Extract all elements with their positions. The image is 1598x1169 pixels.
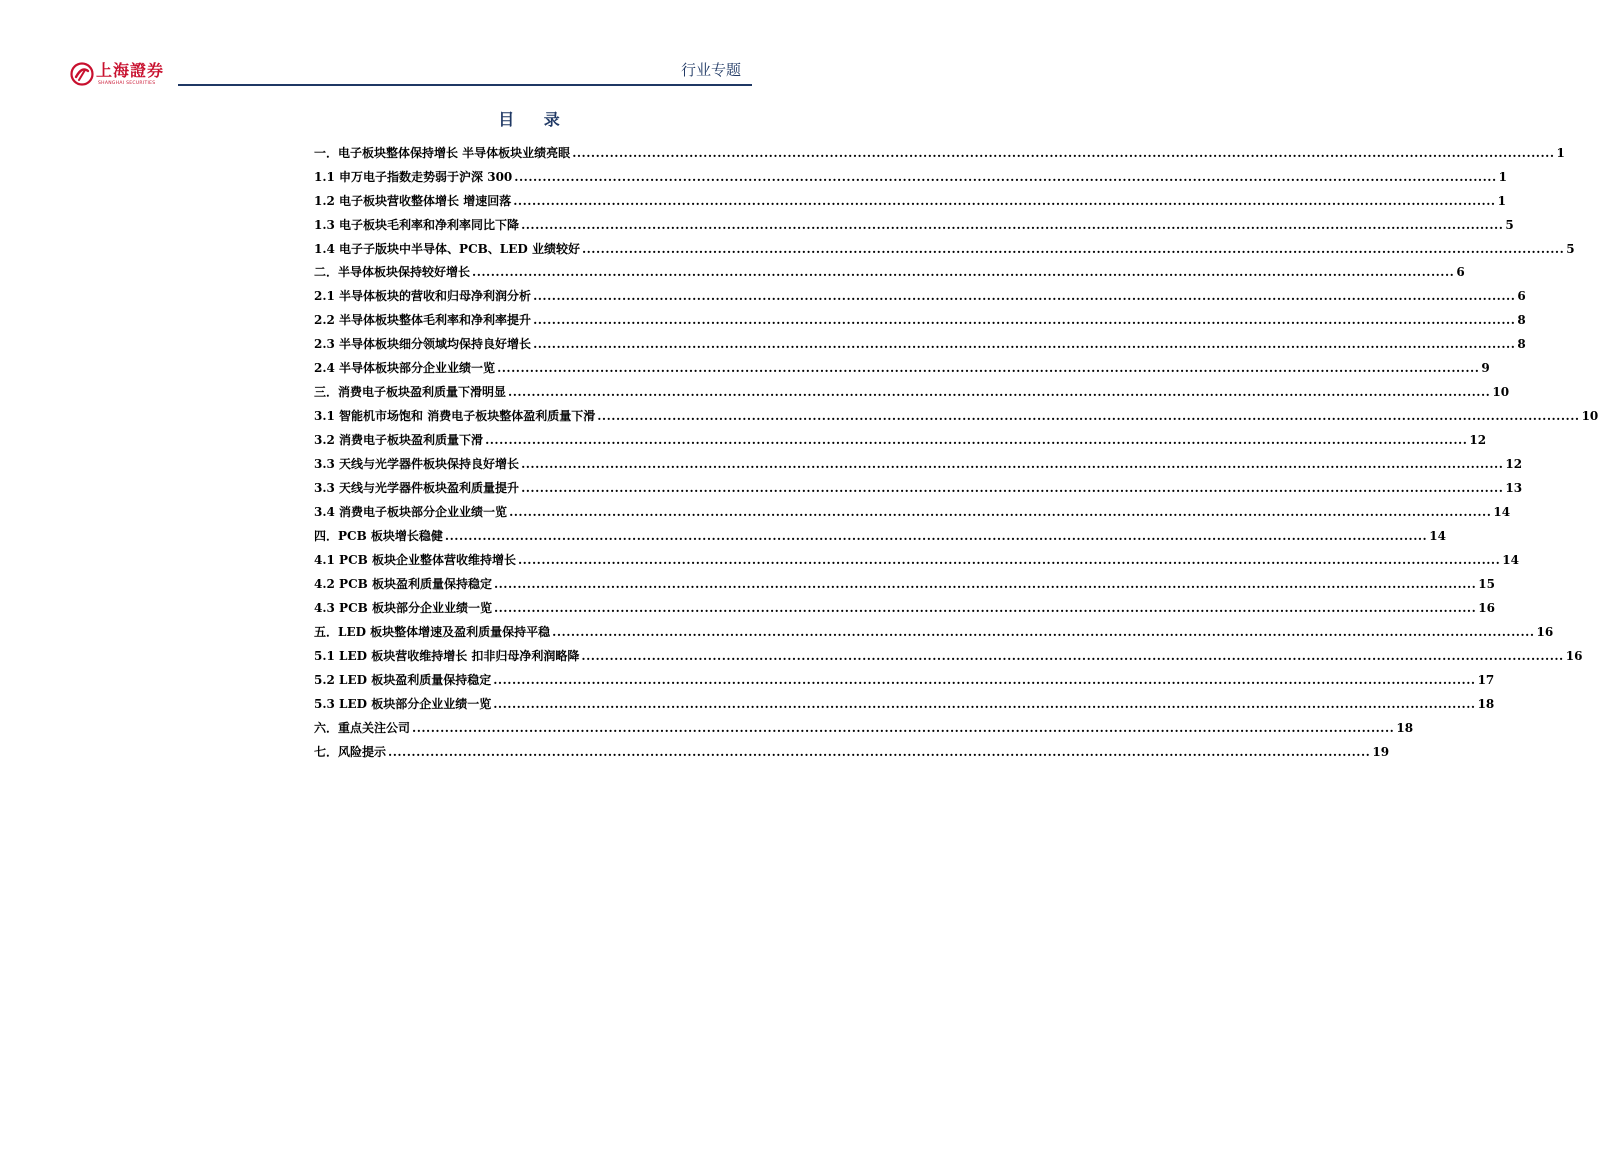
toc-leader-dots [494,572,1476,596]
toc-entry-label: 3.1 智能机市场饱和 消费电子板块整体盈利质量下滑 [314,409,596,423]
toc-entry-page-number: 10 [1492,385,1510,399]
toc-entry-page-number: 6 [1456,265,1465,279]
toc-entry[interactable] [314,428,1487,452]
toc-entry-page-number: 19 [1372,745,1390,759]
toc-entry[interactable] [314,524,1446,548]
toc-leader-dots [597,404,1579,428]
toc-entry-label: 5.3 LED 板块部分企业业绩一览 [314,697,492,711]
toc-leader-dots [533,308,1515,332]
toc-leader-dots [509,500,1491,524]
toc-entry-label: 3.3 天线与光学器件板块盈利质量提升 [314,481,520,495]
toc-entry-page-number: 14 [1502,553,1519,567]
logo-subtitle: SHANGHAI SECURITIES [98,81,156,86]
toc-entry[interactable] [314,308,1526,332]
toc-leader-dots [493,692,1475,716]
toc-entry-label: 2.4 半导体板块部分企业业绩一览 [314,361,496,375]
toc-entry-label: 5.2 LED 板块盈利质量保持稳定 [314,673,492,687]
toc-entry-page-number: 1 [1556,146,1565,160]
toc-leader-dots [493,668,1475,692]
toc-entry-page-number: 16 [1478,601,1495,615]
toc-entry-page-number: 18 [1396,721,1414,735]
toc-leader-dots [521,452,1503,476]
toc-entry[interactable] [314,644,1583,668]
toc-entry-label: 一．电子板块整体保持增长 半导体板块业绩亮眼 [314,146,571,160]
toc-entry[interactable] [314,237,1575,261]
toc-leader-dots [412,716,1394,740]
toc-entry[interactable] [314,476,1523,500]
toc-entry-label: 三．消费电子板块盈利质量下滑明显 [314,385,507,399]
toc-entry-page-number: 15 [1478,577,1495,591]
toc-entry[interactable] [314,620,1554,644]
toc-leader-dots [472,260,1454,284]
toc-leader-dots [388,740,1370,764]
toc-leader-dots [497,356,1479,380]
toc-entry-page-number: 18 [1477,697,1495,711]
toc-entry[interactable] [314,260,1465,284]
toc-entry[interactable] [314,548,1519,572]
toc-leader-dots [485,428,1467,452]
toc-entry[interactable] [314,141,1565,165]
toc-entry-label: 七．风险提示 [314,745,387,759]
toc-entry-page-number: 10 [1581,409,1598,423]
toc-entry-label: 1.1 申万电子指数走势弱于沪深 300 [314,170,513,184]
toc-entry[interactable] [314,332,1526,356]
toc-entry-page-number: 8 [1517,313,1526,327]
table-of-contents [314,141,1598,764]
toc-entry-page-number: 6 [1517,289,1526,303]
toc-entry[interactable] [314,213,1514,237]
toc-leader-dots [552,620,1534,644]
toc-leader-dots [533,332,1515,356]
toc-entry-label: 2.3 半导体板块细分领域均保持良好增长 [314,337,532,351]
toc-entry-page-number: 17 [1477,673,1495,687]
toc-entry[interactable] [314,356,1490,380]
toc-leader-dots [518,548,1500,572]
toc-entry[interactable] [314,380,1510,404]
toc-entry[interactable] [314,189,1506,213]
toc-entry-page-number: 14 [1493,505,1511,519]
toc-entry-page-number: 1 [1497,194,1506,208]
toc-entry-label: 4.2 PCB 板块盈利质量保持稳定 [314,577,492,591]
toc-entry[interactable] [314,572,1495,596]
toc-title: 目 录 [498,110,572,129]
toc-entry-page-number: 5 [1566,242,1575,256]
toc-entry-label: 六．重点关注公司 [314,721,411,735]
toc-entry-page-number: 14 [1429,529,1446,543]
company-logo [70,62,180,90]
toc-entry-label: 2.1 半导体板块的营收和归母净利润分析 [314,289,532,303]
toc-entry[interactable] [314,404,1598,428]
toc-entry-label: 3.2 消费电子板块盈利质量下滑 [314,433,484,447]
toc-entry[interactable] [314,284,1526,308]
toc-entry-label: 四．PCB 板块增长稳健 [314,529,443,543]
toc-leader-dots [513,189,1495,213]
toc-entry-page-number: 5 [1505,218,1514,232]
shanghai-securities-emblem-icon [70,62,94,86]
toc-entry-label: 4.1 PCB 板块企业整体营收维持增长 [314,553,516,567]
toc-entry-page-number: 16 [1536,625,1554,639]
toc-entry-page-number: 1 [1498,170,1507,184]
toc-entry[interactable] [314,716,1414,740]
toc-leader-dots [514,165,1496,189]
toc-leader-dots [572,141,1554,165]
toc-leader-dots [494,596,1476,620]
toc-entry[interactable] [314,596,1495,620]
toc-entry-label: 1.2 电子板块营收整体增长 增速回落 [314,194,512,208]
toc-entry-label: 二．半导体板块保持较好增长 [314,265,471,279]
toc-leader-dots [582,237,1564,261]
toc-leader-dots [445,524,1427,548]
toc-entry-page-number: 12 [1505,457,1523,471]
toc-entry-page-number: 9 [1481,361,1490,375]
toc-entry-label: 1.3 电子板块毛利率和净利率同比下降 [314,218,520,232]
toc-entry[interactable] [314,692,1495,716]
report-category: 行业专题 [680,61,741,79]
toc-entry[interactable] [314,452,1523,476]
toc-leader-dots [533,284,1515,308]
toc-leader-dots [508,380,1490,404]
toc-entry-page-number: 16 [1565,649,1583,663]
header-divider [178,84,752,86]
toc-entry-page-number: 12 [1469,433,1487,447]
toc-entry-page-number: 13 [1505,481,1523,495]
toc-leader-dots [521,213,1503,237]
toc-entry-label: 5.1 LED 板块营收维持增长 扣非归母净利润略降 [314,649,580,663]
toc-entry[interactable] [314,668,1495,692]
toc-entry-label: 4.3 PCB 板块部分企业业绩一览 [314,601,492,615]
toc-entry-page-number: 8 [1517,337,1526,351]
toc-leader-dots [581,644,1563,668]
toc-entry-label: 3.4 消费电子板块部分企业业绩一览 [314,505,508,519]
toc-entry[interactable] [314,165,1507,189]
toc-entry[interactable] [314,740,1390,764]
toc-leader-dots [521,476,1503,500]
toc-entry-label: 五．LED 板块整体增速及盈利质量保持平稳 [314,625,551,639]
logo-text: 上海證券 [96,61,165,80]
toc-entry[interactable] [314,500,1511,524]
toc-entry-label: 1.4 电子子版块中半导体、PCB、LED 业绩较好 [314,242,580,256]
toc-entry-label: 3.3 天线与光学器件板块保持良好增长 [314,457,520,471]
toc-entry-label: 2.2 半导体板块整体毛利率和净利率提升 [314,313,532,327]
